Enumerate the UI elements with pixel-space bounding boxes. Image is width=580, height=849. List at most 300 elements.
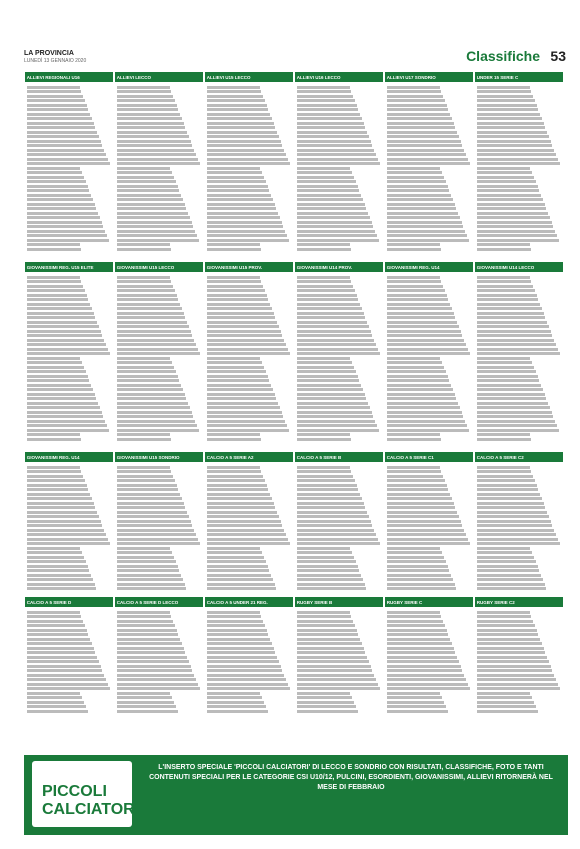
text-line-placeholder	[477, 647, 544, 650]
text-line-placeholder	[387, 276, 440, 279]
text-line-placeholder	[477, 674, 554, 677]
text-line-placeholder	[27, 158, 108, 161]
text-line-placeholder	[387, 140, 461, 143]
block-title: UNDER 15 SERIE C	[475, 74, 563, 82]
text-line-placeholder	[387, 433, 440, 436]
text-line-placeholder	[27, 529, 104, 532]
text-line-placeholder	[297, 276, 350, 279]
text-line-placeholder	[477, 538, 558, 541]
text-line-placeholder	[387, 203, 455, 206]
text-line-placeholder	[207, 569, 269, 572]
text-line-placeholder	[207, 117, 272, 120]
text-line-placeholder	[207, 556, 264, 559]
text-line-placeholder	[477, 424, 557, 427]
text-line-placeholder	[297, 289, 355, 292]
text-line-placeholder	[477, 692, 531, 695]
text-line-placeholder	[297, 687, 380, 690]
text-line-placeholder	[387, 429, 469, 432]
text-line-placeholder	[207, 239, 289, 242]
text-line-placeholder	[297, 574, 361, 577]
standings-block	[385, 452, 473, 593]
text-line-placeholder	[117, 348, 198, 351]
text-line-placeholder	[297, 86, 350, 89]
text-line-placeholder	[27, 330, 101, 333]
text-line-placeholder	[387, 678, 466, 681]
text-line-placeholder	[297, 524, 373, 527]
text-line-placeholder	[297, 642, 362, 645]
text-line-placeholder	[117, 493, 180, 496]
text-line-placeholder	[297, 361, 352, 364]
text-line-placeholder	[477, 276, 530, 279]
text-line-placeholder	[207, 321, 277, 324]
text-line-placeholder	[297, 551, 352, 554]
text-line-placeholder	[297, 312, 364, 315]
text-line-placeholder	[117, 194, 181, 197]
text-line-placeholder	[297, 149, 374, 152]
text-line-placeholder	[117, 692, 171, 695]
standings-block	[205, 597, 293, 718]
text-line-placeholder	[117, 651, 186, 654]
text-line-placeholder	[207, 86, 260, 89]
text-line-placeholder	[207, 194, 271, 197]
text-line-placeholder	[387, 578, 453, 581]
text-line-placeholder	[477, 162, 560, 165]
text-line-placeholder	[297, 348, 378, 351]
text-line-placeholder	[27, 388, 93, 391]
text-line-placeholder	[297, 303, 360, 306]
text-line-placeholder	[297, 438, 352, 441]
text-line-placeholder	[207, 149, 284, 152]
text-line-placeholder	[387, 420, 465, 423]
text-line-placeholder	[477, 303, 540, 306]
text-line-placeholder	[297, 665, 371, 668]
text-line-placeholder	[297, 248, 352, 251]
text-line-placeholder	[387, 221, 462, 224]
text-line-placeholder	[477, 312, 544, 315]
text-line-placeholder	[207, 484, 267, 487]
text-line-placeholder	[477, 207, 547, 210]
text-line-placeholder	[387, 321, 457, 324]
standings-block	[475, 72, 563, 258]
block-title: RUGBY SERIE C	[385, 599, 473, 607]
text-line-placeholder	[477, 696, 532, 699]
text-line-placeholder	[117, 176, 174, 179]
text-line-placeholder	[297, 493, 360, 496]
text-line-placeholder	[477, 502, 544, 505]
text-line-placeholder	[207, 669, 283, 672]
text-line-placeholder	[477, 343, 556, 346]
text-line-placeholder	[477, 397, 547, 400]
text-line-placeholder	[117, 276, 170, 279]
text-line-placeholder	[297, 375, 358, 378]
text-line-placeholder	[387, 484, 447, 487]
text-line-placeholder	[27, 126, 96, 129]
text-line-placeholder	[27, 701, 84, 704]
text-line-placeholder	[297, 638, 360, 641]
text-line-placeholder	[297, 171, 352, 174]
text-line-placeholder	[117, 352, 200, 355]
text-line-placeholder	[117, 90, 172, 93]
text-line-placeholder	[387, 285, 443, 288]
text-line-placeholder	[477, 361, 532, 364]
text-line-placeholder	[117, 330, 191, 333]
text-line-placeholder	[387, 207, 457, 210]
text-line-placeholder	[297, 611, 350, 614]
text-line-placeholder	[387, 135, 459, 138]
text-line-placeholder	[117, 135, 189, 138]
text-line-placeholder	[477, 569, 539, 572]
text-line-placeholder	[387, 402, 458, 405]
standings-block	[475, 597, 563, 718]
text-line-placeholder	[297, 239, 379, 242]
text-line-placeholder	[297, 470, 352, 473]
text-line-placeholder	[117, 171, 172, 174]
text-line-placeholder	[387, 669, 463, 672]
text-line-placeholder	[117, 153, 196, 156]
text-line-placeholder	[387, 696, 442, 699]
text-line-placeholder	[27, 95, 83, 98]
text-line-placeholder	[117, 198, 183, 201]
text-line-placeholder	[477, 629, 537, 632]
text-line-placeholder	[207, 225, 284, 228]
standings-block	[205, 452, 293, 593]
text-line-placeholder	[207, 171, 262, 174]
text-line-placeholder	[207, 402, 278, 405]
text-line-placeholder	[387, 361, 442, 364]
text-line-placeholder	[27, 316, 96, 319]
text-line-placeholder	[207, 108, 269, 111]
text-line-placeholder	[387, 466, 440, 469]
text-line-placeholder	[27, 674, 104, 677]
standings-block	[385, 262, 473, 448]
text-line-placeholder	[117, 642, 182, 645]
text-line-placeholder	[387, 574, 451, 577]
section-title: Classifiche	[466, 48, 540, 64]
piccoli-calciatori-logo: PICCOLI CALCIATORI	[32, 761, 132, 827]
text-line-placeholder	[387, 280, 442, 283]
text-line-placeholder	[477, 705, 536, 708]
text-line-placeholder	[27, 207, 97, 210]
text-line-placeholder	[387, 560, 446, 563]
text-line-placeholder	[27, 352, 110, 355]
text-line-placeholder	[117, 565, 178, 568]
text-line-placeholder	[117, 520, 191, 523]
text-line-placeholder	[117, 674, 194, 677]
text-line-placeholder	[207, 574, 271, 577]
text-line-placeholder	[477, 113, 540, 116]
standings-block	[295, 597, 383, 718]
text-line-placeholder	[387, 569, 449, 572]
text-line-placeholder	[207, 710, 268, 713]
standings-block	[475, 262, 563, 448]
text-line-placeholder	[207, 366, 264, 369]
text-line-placeholder	[387, 149, 464, 152]
text-line-placeholder	[477, 176, 534, 179]
text-line-placeholder	[477, 289, 535, 292]
text-line-placeholder	[207, 660, 279, 663]
text-line-placeholder	[27, 538, 108, 541]
text-line-placeholder	[477, 556, 534, 559]
text-line-placeholder	[27, 180, 86, 183]
text-line-placeholder	[387, 325, 459, 328]
standings-grid	[24, 72, 568, 722]
block-title: GIOVANISSIMI REG. U15 ELITE	[25, 264, 113, 272]
text-line-placeholder	[387, 307, 452, 310]
text-line-placeholder	[117, 325, 189, 328]
text-line-placeholder	[27, 620, 83, 623]
text-line-placeholder	[477, 565, 538, 568]
text-line-placeholder	[297, 484, 357, 487]
text-line-placeholder	[117, 402, 188, 405]
text-line-placeholder	[207, 285, 263, 288]
text-line-placeholder	[207, 348, 288, 351]
text-line-placeholder	[207, 411, 282, 414]
text-line-placeholder	[207, 379, 269, 382]
text-line-placeholder	[27, 113, 90, 116]
standings-block	[115, 72, 203, 258]
text-line-placeholder	[117, 361, 172, 364]
text-line-placeholder	[297, 479, 355, 482]
text-line-placeholder	[207, 104, 267, 107]
text-line-placeholder	[297, 388, 363, 391]
text-line-placeholder	[297, 696, 352, 699]
text-line-placeholder	[387, 153, 466, 156]
text-line-placeholder	[207, 113, 270, 116]
text-line-placeholder	[297, 705, 356, 708]
text-line-placeholder	[477, 615, 532, 618]
text-line-placeholder	[27, 280, 82, 283]
text-line-placeholder	[387, 348, 468, 351]
text-line-placeholder	[477, 352, 560, 355]
text-line-placeholder	[207, 633, 269, 636]
text-line-placeholder	[297, 230, 375, 233]
text-line-placeholder	[297, 466, 350, 469]
text-line-placeholder	[117, 280, 172, 283]
text-line-placeholder	[387, 493, 450, 496]
text-line-placeholder	[477, 144, 553, 147]
text-line-placeholder	[207, 185, 268, 188]
standings-block	[205, 72, 293, 258]
text-line-placeholder	[117, 189, 179, 192]
text-line-placeholder	[27, 108, 89, 111]
standings-block	[205, 262, 293, 448]
standings-block	[385, 72, 473, 258]
text-line-placeholder	[387, 95, 443, 98]
text-line-placeholder	[207, 533, 286, 536]
text-line-placeholder	[477, 131, 547, 134]
text-line-placeholder	[477, 216, 550, 219]
text-line-placeholder	[477, 280, 532, 283]
standings-block	[25, 597, 113, 718]
text-line-placeholder	[27, 234, 107, 237]
block-title: CALCIO A 5 SERIE B	[295, 454, 383, 462]
text-line-placeholder	[477, 484, 537, 487]
text-line-placeholder	[297, 538, 378, 541]
text-line-placeholder	[27, 420, 105, 423]
text-line-placeholder	[387, 194, 451, 197]
text-line-placeholder	[477, 126, 546, 129]
text-line-placeholder	[477, 665, 551, 668]
block-title: GIOVANISSIMI REG. U14	[385, 264, 473, 272]
text-line-placeholder	[297, 234, 377, 237]
text-line-placeholder	[387, 212, 458, 215]
text-line-placeholder	[297, 656, 367, 659]
text-line-placeholder	[117, 524, 193, 527]
text-line-placeholder	[117, 638, 180, 641]
text-line-placeholder	[477, 415, 554, 418]
text-line-placeholder	[207, 316, 276, 319]
text-line-placeholder	[27, 502, 94, 505]
text-line-placeholder	[117, 438, 172, 441]
text-line-placeholder	[207, 307, 272, 310]
text-line-placeholder	[27, 285, 83, 288]
text-line-placeholder	[387, 289, 445, 292]
text-line-placeholder	[27, 479, 85, 482]
text-line-placeholder	[207, 352, 290, 355]
text-line-placeholder	[117, 221, 192, 224]
text-line-placeholder	[117, 429, 199, 432]
text-line-placeholder	[207, 280, 262, 283]
publication-name: LA PROVINCIA	[24, 50, 74, 57]
text-line-placeholder	[387, 556, 444, 559]
text-line-placeholder	[27, 466, 80, 469]
text-line-placeholder	[297, 216, 370, 219]
text-line-placeholder	[207, 538, 288, 541]
text-line-placeholder	[117, 303, 180, 306]
text-line-placeholder	[387, 529, 464, 532]
text-line-placeholder	[207, 234, 287, 237]
text-line-placeholder	[117, 144, 193, 147]
text-line-placeholder	[117, 660, 189, 663]
text-line-placeholder	[387, 647, 454, 650]
text-line-placeholder	[117, 384, 181, 387]
text-line-placeholder	[387, 117, 452, 120]
text-line-placeholder	[477, 325, 549, 328]
text-line-placeholder	[387, 113, 450, 116]
text-line-placeholder	[27, 520, 101, 523]
text-line-placeholder	[207, 357, 261, 360]
text-line-placeholder	[297, 180, 356, 183]
text-line-placeholder	[27, 542, 110, 545]
text-line-placeholder	[387, 343, 466, 346]
text-line-placeholder	[27, 484, 87, 487]
text-line-placeholder	[27, 370, 86, 373]
text-line-placeholder	[387, 620, 443, 623]
text-line-placeholder	[477, 225, 554, 228]
text-line-placeholder	[297, 615, 352, 618]
text-line-placeholder	[207, 466, 260, 469]
text-line-placeholder	[117, 479, 175, 482]
text-line-placeholder	[117, 95, 173, 98]
text-line-placeholder	[117, 397, 187, 400]
text-line-placeholder	[27, 497, 92, 500]
text-line-placeholder	[387, 705, 446, 708]
text-line-placeholder	[387, 330, 461, 333]
page-header	[0, 0, 580, 64]
text-line-placeholder	[27, 406, 100, 409]
text-line-placeholder	[27, 578, 93, 581]
text-line-placeholder	[477, 620, 533, 623]
block-title: CALCIO A 5 UNDER 21 REG.	[205, 599, 293, 607]
text-line-placeholder	[387, 388, 453, 391]
text-line-placeholder	[297, 556, 354, 559]
text-line-placeholder	[387, 104, 447, 107]
text-line-placeholder	[117, 86, 170, 89]
text-line-placeholder	[117, 343, 196, 346]
text-line-placeholder	[297, 515, 369, 518]
text-line-placeholder	[27, 321, 97, 324]
text-line-placeholder	[207, 99, 265, 102]
block-title: GIOVANISSIMI U15 SONDRIO	[115, 454, 203, 462]
text-line-placeholder	[477, 638, 540, 641]
text-line-placeholder	[27, 438, 82, 441]
text-line-placeholder	[387, 144, 463, 147]
text-line-placeholder	[297, 397, 367, 400]
text-line-placeholder	[387, 131, 457, 134]
publication-date: LUNEDÌ 13 GENNAIO 2020	[24, 58, 87, 64]
text-line-placeholder	[297, 225, 374, 228]
text-line-placeholder	[297, 393, 365, 396]
text-line-placeholder	[207, 551, 262, 554]
text-line-placeholder	[117, 225, 194, 228]
text-line-placeholder	[117, 470, 172, 473]
text-line-placeholder	[477, 379, 539, 382]
text-line-placeholder	[27, 429, 109, 432]
text-line-placeholder	[477, 493, 540, 496]
text-line-placeholder	[387, 216, 460, 219]
text-line-placeholder	[207, 203, 275, 206]
text-line-placeholder	[297, 212, 368, 215]
text-line-placeholder	[477, 194, 541, 197]
text-line-placeholder	[387, 633, 449, 636]
text-line-placeholder	[387, 185, 448, 188]
text-line-placeholder	[207, 692, 261, 695]
text-line-placeholder	[387, 415, 464, 418]
text-line-placeholder	[117, 339, 194, 342]
text-line-placeholder	[207, 144, 283, 147]
text-line-placeholder	[387, 384, 451, 387]
text-line-placeholder	[207, 312, 274, 315]
text-line-placeholder	[27, 506, 96, 509]
text-line-placeholder	[207, 433, 260, 436]
block-title: CALCIO A 5 SERIE D LECCO	[115, 599, 203, 607]
text-line-placeholder	[207, 388, 273, 391]
text-line-placeholder	[27, 384, 91, 387]
text-line-placeholder	[207, 424, 287, 427]
text-line-placeholder	[477, 140, 551, 143]
text-line-placeholder	[387, 547, 441, 550]
text-line-placeholder	[297, 207, 367, 210]
text-line-placeholder	[27, 243, 80, 246]
text-line-placeholder	[117, 285, 173, 288]
text-line-placeholder	[387, 397, 457, 400]
text-line-placeholder	[297, 99, 355, 102]
text-line-placeholder	[27, 225, 104, 228]
text-line-placeholder	[297, 497, 362, 500]
text-line-placeholder	[27, 230, 105, 233]
text-line-placeholder	[27, 488, 89, 491]
page-number: 53	[550, 48, 566, 64]
text-line-placeholder	[27, 303, 90, 306]
text-line-placeholder	[297, 533, 376, 536]
text-line-placeholder	[117, 126, 186, 129]
text-line-placeholder	[297, 647, 364, 650]
text-line-placeholder	[387, 642, 452, 645]
text-line-placeholder	[297, 710, 358, 713]
text-line-placeholder	[387, 90, 442, 93]
text-line-placeholder	[297, 339, 374, 342]
text-line-placeholder	[297, 701, 354, 704]
